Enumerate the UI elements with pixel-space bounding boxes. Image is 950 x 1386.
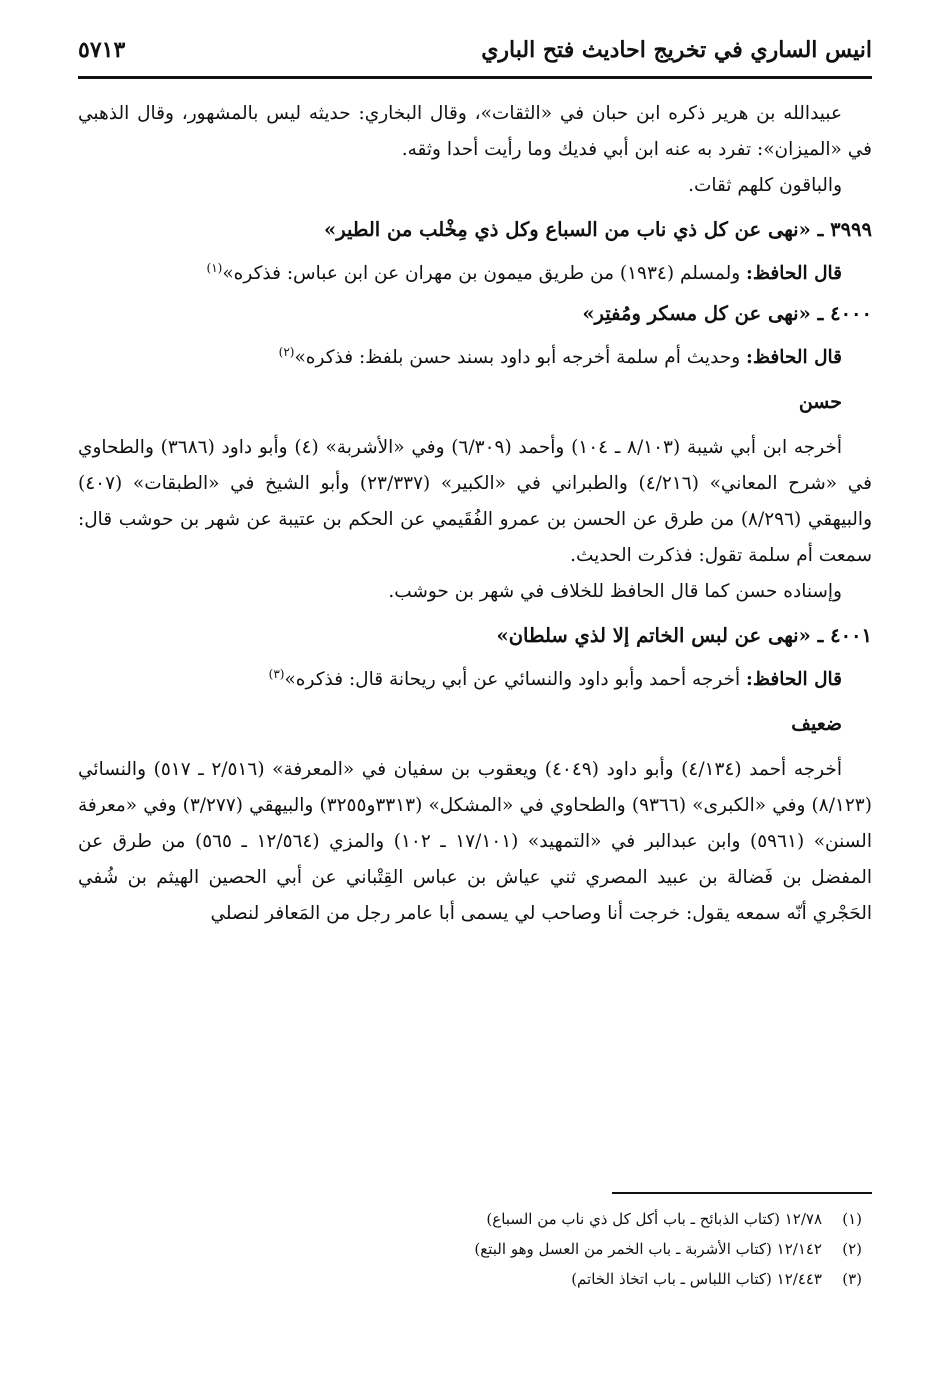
footnote-text: ١٢/٧٨ (كتاب الذبائح ـ باب أكل كل ذي ناب من السباع) xyxy=(486,1210,822,1228)
footnote-number: (٢) xyxy=(842,1240,862,1258)
verdict-daif: ضعيف xyxy=(791,713,842,735)
paragraph: عبيدالله بن هرير ذكره ابن حبان في «الثقات»، وقال البخاري: حديثه ليس بالمشهور، وقال الذهبي في «الميزان»: تفرد به عنه ابن أبي فديك وما رأيت أحدا وثقه. xyxy=(78,103,872,160)
hafiz-label: قال الحافظ: xyxy=(746,669,842,690)
header-divider xyxy=(78,76,872,79)
hadith-heading-4000: ٤٠٠٠ ـ «نهى عن كل مسكر ومُفتِر» xyxy=(582,302,872,325)
paragraph: والباقون كلهم ثقات. xyxy=(688,175,842,196)
footnote-ref[interactable]: (٢) xyxy=(278,344,295,359)
footnote-ref[interactable]: (١) xyxy=(206,260,223,275)
verdict-hasan: حسن xyxy=(798,391,842,413)
takhrij-paragraph: أخرجه ابن أبي شيبة (٨/١٠٣ ـ ١٠٤) وأحمد (٦/٣٠٩) وفي «الأشربة» (٤) وأبو داود (٣٦٨٦) والطحاوي في «شرح المعاني» (٤/٢١٦) والطبراني في «الكبير» (٢٣/٣٣٧) وأبو الشيخ في «الطبقات» (٤٠٧) والبيهقي (٨/٢٩٦) من طرق عن الحسن بن عمرو الفُقَيمي عن الحكم بن عتيبة عن شهر بن حوشب قال: سمعت أم سلمة تقول: فذكرت الحديث. xyxy=(78,437,873,566)
main-text xyxy=(78,96,872,932)
hadith-heading-4001: ٤٠٠١ ـ «نهى عن لبس الخاتم إلا لذي سلطان» xyxy=(496,624,872,647)
quote-text: ولمسلم (١٩٣٤) من طريق ميمون بن مهران عن ابن عباس: فذكره» xyxy=(222,263,741,284)
footnote-text: ١٢/٤٤٣ (كتاب اللباس ـ باب اتخاذ الخاتم) xyxy=(571,1270,822,1288)
footnote xyxy=(78,1234,872,1264)
hafiz-quote-4001 xyxy=(78,662,872,698)
footnotes xyxy=(78,1204,872,1294)
paragraph: وإسناده حسن كما قال الحافظ للخلاف في شهر بن حوشب. xyxy=(388,581,842,602)
page-number: ٥٧١٣ xyxy=(78,37,126,63)
hadith-heading-3999: ٣٩٩٩ ـ «نهى عن كل ذي ناب من السباع وكل ذي مِخْلب من الطير» xyxy=(324,218,872,241)
hafiz-label: قال الحافظ: xyxy=(746,263,842,284)
footnote xyxy=(78,1204,872,1234)
footnote-ref[interactable]: (٣) xyxy=(268,666,285,681)
quote-text: أخرجه أحمد وأبو داود والنسائي عن أبي ريحانة قال: فذكره» xyxy=(284,669,741,690)
hafiz-quote-4000 xyxy=(78,340,872,376)
footnote-number: (٣) xyxy=(842,1270,862,1288)
footnote xyxy=(78,1264,872,1294)
footnote-text: ١٢/١٤٢ (كتاب الأشربة ـ باب الخمر من العسل وهو البتع) xyxy=(474,1240,822,1258)
hafiz-label: قال الحافظ: xyxy=(746,347,842,368)
footnote-divider xyxy=(612,1192,872,1194)
hafiz-quote-3999 xyxy=(78,256,872,292)
running-header xyxy=(78,30,872,70)
quote-text: وحديث أم سلمة أخرجه أبو داود بسند حسن بلفظ: فذكره» xyxy=(294,347,741,368)
footnote-number: (١) xyxy=(842,1210,862,1228)
takhrij-paragraph: أخرجه أحمد (٤/١٣٤) وأبو داود (٤٠٤٩) ويعقوب بن سفيان في «المعرفة» (٢/٥١٦ ـ ٥١٧) والنسائي (٨/١٢٣) وفي «الكبرى» (٩٣٦٦) والطحاوي في «المشكل» (٣٣١٣و٣٢٥٥) والبيهقي (٣/٢٧٧) وفي «معرفة السنن» (٥٩٦١) وابن عبدالبر في «التمهيد» (١٧/١٠١ ـ ١٠٢) والمزي (١٢/٥٦٤ ـ ٥٦٥) من طرق عن المفضل بن فَضالة بن عبيد المصري ثني عياش بن عباس القِتْباني عن أبي الحصين الهيثم بن شُفي الحَجْري أنّه سمعه يقول: خرجت أنا وصاحب لي يسمى أبا عامر رجل من المَعافر لنصلي xyxy=(78,759,872,924)
book-title: انيس الساري في تخريج احاديث فتح الباري xyxy=(481,37,872,63)
